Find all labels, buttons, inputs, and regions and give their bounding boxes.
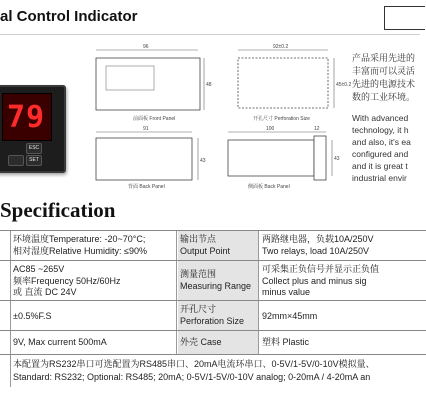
back-panel-width: 91 bbox=[143, 126, 149, 132]
corner-frame bbox=[384, 6, 425, 30]
intro-en-line: and also, it's ea bbox=[352, 137, 411, 147]
front-panel-caption: 前面板 Front Panel bbox=[133, 116, 176, 122]
spec-value: 可采集正负信号并显示正负值 Collect plus and minus sig minus value bbox=[262, 264, 380, 297]
side-panel-width-b: 12 bbox=[314, 126, 320, 132]
device-display bbox=[2, 93, 52, 141]
intro-cn-line: 丰富而可以灵活 bbox=[352, 66, 416, 76]
spec-value: AC85 ~265V 频率Frequency 50Hz/60Hz 或 直流 DC 24V bbox=[13, 264, 121, 297]
spec-value: 环境温度Temperature: -20~70°C; 相对湿度Relative Humidity: ≤90% bbox=[13, 234, 147, 256]
front-panel-width: 96 bbox=[143, 44, 149, 50]
intro-en-line: industrial envir bbox=[352, 173, 407, 183]
intro-en-line: technology, it h bbox=[352, 125, 409, 135]
perforation-caption: 开孔尺寸 Perforation Size bbox=[253, 116, 310, 122]
spec-heading: Specification bbox=[0, 198, 116, 222]
spec-value: 9V, Max current 500mA bbox=[13, 337, 107, 347]
arrow-key bbox=[8, 155, 24, 166]
spec-value: 92mm×45mm bbox=[262, 311, 318, 321]
device-photo bbox=[0, 85, 66, 173]
page-title: al Control Indicator bbox=[0, 8, 138, 25]
spec-row bbox=[0, 260, 426, 301]
front-panel-height: 48 bbox=[206, 82, 212, 88]
front-panel-drawing bbox=[96, 44, 212, 122]
intro-en-line: With advanced bbox=[352, 113, 409, 123]
spec-label: 外壳 Case bbox=[178, 331, 258, 355]
intro-english bbox=[352, 112, 420, 184]
spec-row bbox=[0, 230, 426, 261]
esc-key: ESC bbox=[26, 143, 42, 154]
perforation-width: 92±0.2 bbox=[273, 44, 289, 50]
set-key: SET bbox=[26, 155, 42, 166]
back-panel-drawing bbox=[96, 126, 206, 190]
side-panel-drawing bbox=[228, 126, 340, 190]
spec-row bbox=[0, 300, 426, 331]
back-panel-caption: 背面 Back Panel bbox=[128, 184, 165, 190]
dimension-drawings bbox=[88, 40, 352, 190]
spec-label: 测量范围 Measuring Range bbox=[178, 261, 258, 301]
spec-standard-cn: 本配置为RS232串口可选配置为RS485串口、20mA电流环串口、0-5V/1-5V/0-10V模拟量、 bbox=[13, 359, 375, 369]
spec-standard-row bbox=[0, 354, 426, 387]
spec-label: 开孔尺寸 Perforation Size bbox=[178, 301, 258, 331]
spec-value: 塑料 Plastic bbox=[262, 337, 310, 347]
spec-value: ±0.5%F.S bbox=[13, 311, 52, 321]
intro-en-line: configured and bbox=[352, 149, 409, 159]
intro-en-line: and it is great t bbox=[352, 161, 408, 171]
spec-standard-en: Standard: RS232; Optional: RS485; 20mA; 0-5V/1-5V/0-10V analog; 0-20mA / 4-20mA an bbox=[13, 372, 371, 382]
spec-label: 输出节点 Output Point bbox=[178, 231, 258, 261]
display-value: 79 bbox=[7, 100, 46, 135]
side-panel-height: 43 bbox=[334, 156, 340, 162]
perforation-height: 45±0.2 bbox=[336, 82, 352, 88]
side-panel-width-a: 100 bbox=[266, 126, 275, 132]
back-panel-height: 43 bbox=[200, 158, 206, 164]
intro-chinese bbox=[352, 52, 420, 104]
side-panel-caption: 侧面板 Back Panel bbox=[248, 184, 290, 190]
spec-row bbox=[0, 330, 426, 355]
title-divider bbox=[0, 34, 420, 35]
intro-cn-line: 先进的电源技术 bbox=[352, 79, 416, 89]
intro-cn-line: 产品采用先进的 bbox=[352, 53, 416, 63]
intro-cn-line: 数的工业环境。 bbox=[352, 92, 416, 102]
spec-value: 两路继电器，负载10A/250V Two relays, load 10A/250V bbox=[262, 234, 374, 256]
perforation-drawing bbox=[238, 44, 351, 122]
